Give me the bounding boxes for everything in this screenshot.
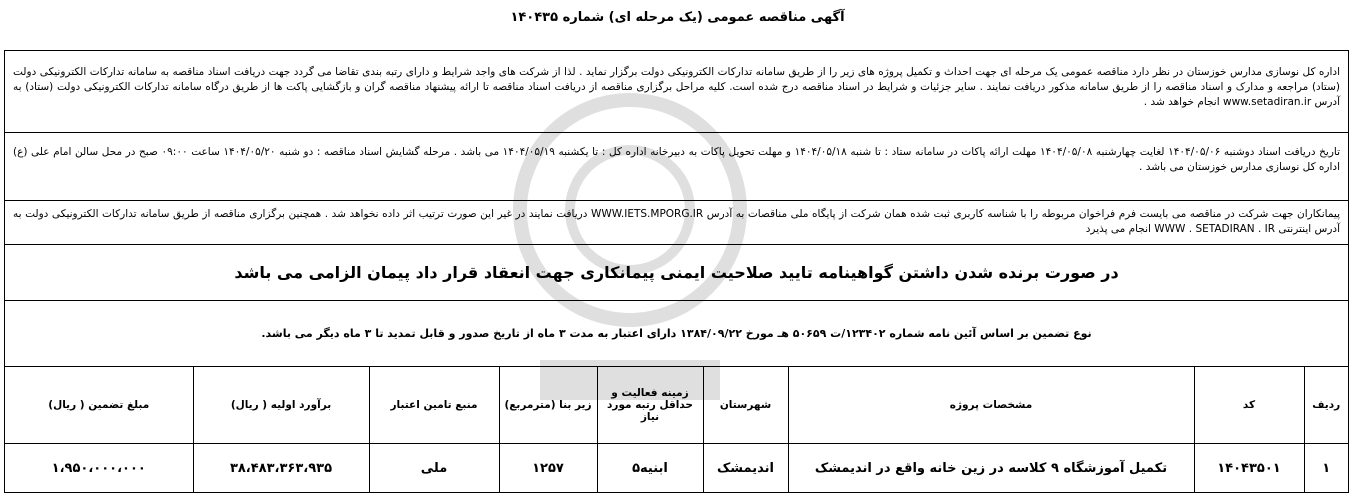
col-header-area: زیر بنا (مترمربع): [499, 367, 597, 444]
contractors-paragraph: پیمانکاران جهت شرکت در مناقصه می بایست فرم فراخوان مربوطه را با شناسه کاربری ثبت شده همان شرکت از پایگاه ملی مناقصات به آدرس WWW.IETS.MPORG.IR دریافت نمایند در غیر این صورت ترتیب اثر داده نخواهد شد . همچنین برگزاری مناقصه از طریق سامانه تدارکات الکترونیکی دولت به آدرس اینترنتی WWW . SETADIRAN . IR انجام می پذیرد: [5, 201, 1348, 245]
col-header-estimate: برآورد اولیه ( ریال): [193, 367, 369, 444]
col-header-funding: منبع تامین اعتبار: [369, 367, 499, 444]
intro-paragraph: اداره کل نوسازی مدارس خوزستان در نظر دارد مناقصه عمومی یک مرحله ای جهت احداث و تکمیل پروژه های زیر را از طریق سامانه تدارکات الکترونیکی دولت برگزار نماید . لذا از شرکت های واجد شرایط و دارای رتبه بندی تقاضا می گردد جهت دریافت اسناد مناقصه به سامانه تدارکات الکترونیکی دولت (ستاد) مراجعه و مدارک و اسناد مناقصه را از طریق سامانه مذکور دریافت نمایند . سایر جزئیات و شرایط در اسناد مناقصه درج شده است. کلیه مراحل برگزاری مناقصه از دریافت اسناد مناقصه تا ارائه پیشنهاد مناقصه گران و بازگشایی پاکت ها از طریق درگاه سامانه تدارکات الکترونیکی دولت (ستاد) به آدرس www.setadiran.ir انجام خواهد شد .: [5, 51, 1348, 133]
cell-project: تکمیل آموزشگاه ۹ کلاسه در زین خانه واقع در اندیمشک: [788, 444, 1194, 494]
col-header-project: مشخصات پروژه: [788, 367, 1194, 444]
table-row: [5, 444, 1348, 494]
cell-activity: ابنیه۵: [597, 444, 703, 494]
cell-funding: ملی: [369, 444, 499, 494]
cell-city: اندیمشک: [703, 444, 788, 494]
col-header-city: شهرستان: [703, 367, 788, 444]
cell-row-number: ۱: [1304, 444, 1348, 494]
dates-paragraph: تاریخ دریافت اسناد دوشنبه ۱۴۰۴/۰۵/۰۶ لغایت چهارشنبه ۱۴۰۴/۰۵/۰۸ مهلت ارائه پاکات در سامانه ستاد : تا شنبه ۱۴۰۴/۰۵/۱۸ و مهلت تحویل پاکات به دبیرخانه اداره کل : تا یکشنبه ۱۴۰۴/۰۵/۱۹ می باشد . مرحله گشایش اسناد مناقصه : دو شنبه ۱۴۰۴/۰۵/۲۰ ساعت ۰۹:۰۰ صبح در محل سالن امام علی (ع) اداره کل نوسازی مدارس خوزستان می باشد .: [5, 133, 1348, 201]
notice-frame: [4, 50, 1349, 493]
page-title: آگهی مناقصه عمومی (یک مرحله ای) شماره ۱۴۰۴۳۵: [510, 10, 845, 25]
guarantee-paragraph: نوع تضمین بر اساس آئین نامه شماره ۱۲۳۴۰۲/ت ۵۰۶۵۹ هـ مورخ ۱۳۸۴/۰۹/۲۲ دارای اعتبار به مدت ۳ ماه از تاریخ صدور و قابل تمدید تا ۳ ماه دیگر می باشد.: [5, 301, 1348, 367]
cell-code: ۱۴۰۴۳۵۰۱: [1194, 444, 1304, 494]
projects-table: [5, 367, 1348, 493]
table-header-row: [5, 367, 1348, 444]
cell-guarantee: ۱،۹۵۰،۰۰۰،۰۰۰: [5, 444, 193, 494]
col-header-row-number: ردیف: [1304, 367, 1348, 444]
cell-area: ۱۲۵۷: [499, 444, 597, 494]
col-header-guarantee: مبلغ تضمین ( ریال): [5, 367, 193, 444]
col-header-code: کد: [1194, 367, 1304, 444]
cell-estimate: ۳۸،۴۸۳،۳۶۳،۹۳۵: [193, 444, 369, 494]
col-header-activity: زمینه فعالیت و حداقل رتبه مورد نیاز: [597, 367, 703, 444]
safety-notice: در صورت برنده شدن داشتن گواهینامه تایید صلاحیت ایمنی پیمانکاری جهت انعقاد قرار داد پیمان الزامی می باشد: [5, 245, 1348, 301]
